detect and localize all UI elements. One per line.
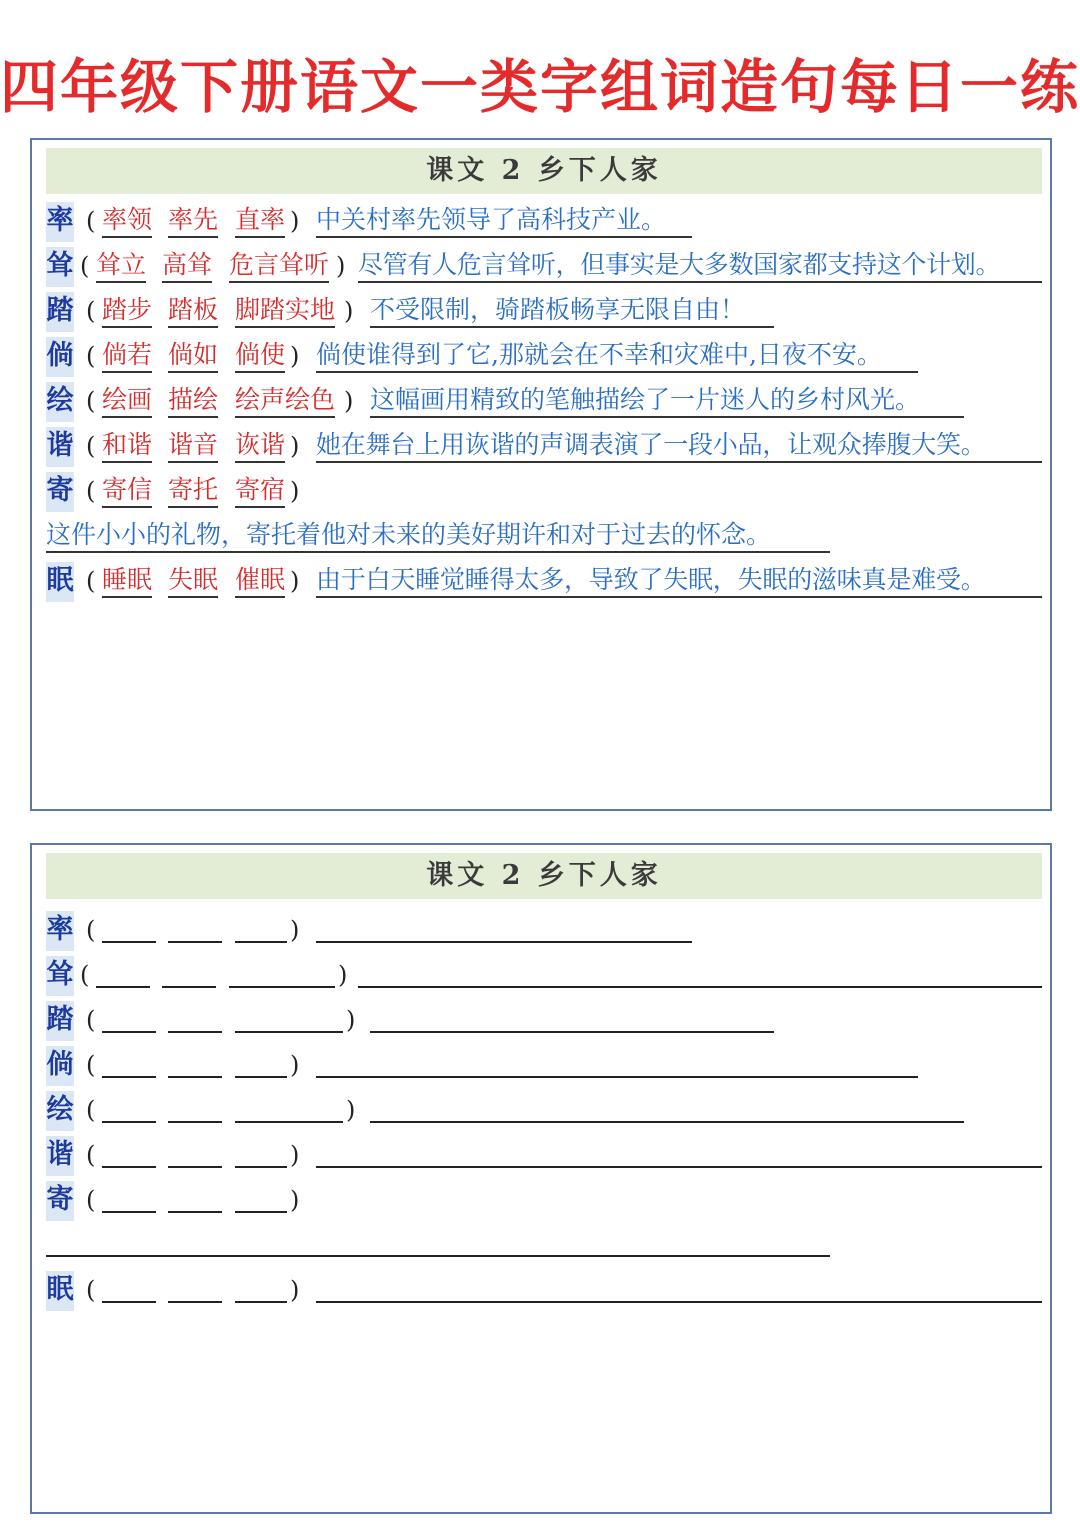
lesson-char: 谐 bbox=[46, 1136, 74, 1176]
open-paren: ( bbox=[86, 342, 96, 370]
answer-row bbox=[46, 337, 1042, 377]
open-paren: ( bbox=[86, 1141, 96, 1169]
word-2: 失眠 bbox=[168, 562, 218, 598]
word-3: 绘声绘色 bbox=[235, 382, 335, 418]
close-paren: ) bbox=[290, 1186, 300, 1214]
open-paren: ( bbox=[86, 207, 96, 235]
close-paren: ) bbox=[290, 567, 300, 595]
word-blank[interactable] bbox=[168, 1211, 222, 1213]
sentence: 由于白天睡觉睡得太多，导致了失眠，失眠的滋味真是难受。 bbox=[316, 562, 1042, 598]
sentence-blank[interactable] bbox=[358, 986, 1042, 988]
practice-row bbox=[46, 1136, 1042, 1176]
word-2: 率先 bbox=[168, 202, 218, 238]
word-blank[interactable] bbox=[168, 1121, 222, 1123]
sentence: 她在舞台上用诙谐的声调表演了一段小品，让观众捧腹大笑。 bbox=[316, 427, 1042, 463]
sentence-blank[interactable] bbox=[316, 1301, 1042, 1303]
word-blank[interactable] bbox=[229, 986, 335, 988]
word-blank[interactable] bbox=[235, 1121, 343, 1123]
open-paren: ( bbox=[86, 387, 96, 415]
answer-row bbox=[46, 562, 1042, 602]
open-paren: ( bbox=[86, 567, 96, 595]
word-1: 和谐 bbox=[102, 427, 152, 463]
answer-row-continued bbox=[46, 517, 1042, 557]
lesson-char: 寄 bbox=[46, 472, 74, 512]
open-paren: ( bbox=[86, 1006, 96, 1034]
word-2: 描绘 bbox=[168, 382, 218, 418]
answer-row bbox=[46, 382, 1042, 422]
close-paren: ) bbox=[290, 1276, 300, 1304]
word-blank[interactable] bbox=[235, 1211, 287, 1213]
word-3: 催眠 bbox=[235, 562, 285, 598]
word-3: 寄宿 bbox=[235, 472, 285, 508]
sentence: 尽管有人危言耸听，但事实是大多数国家都支持这个计划。 bbox=[358, 247, 1042, 283]
word-blank[interactable] bbox=[235, 941, 287, 943]
word-3: 诙谐 bbox=[235, 427, 285, 463]
lesson-header: 课文 2 乡下人家 bbox=[46, 148, 1042, 194]
close-paren: ) bbox=[290, 1141, 300, 1169]
word-3: 危言耸听 bbox=[229, 247, 329, 283]
word-blank[interactable] bbox=[102, 1076, 156, 1078]
lesson-char: 倘 bbox=[46, 337, 74, 377]
close-paren: ) bbox=[290, 916, 300, 944]
close-paren: ) bbox=[290, 1051, 300, 1079]
answer-row bbox=[46, 427, 1042, 467]
open-paren: ( bbox=[86, 916, 96, 944]
page-title: 四年级下册语文一类字组词造句每日一练 bbox=[0, 53, 1080, 121]
open-paren: ( bbox=[86, 477, 96, 505]
lesson-header: 课文 2 乡下人家 bbox=[46, 853, 1042, 899]
lesson-char: 率 bbox=[46, 202, 74, 242]
word-blank[interactable] bbox=[235, 1166, 287, 1168]
word-3: 倘使 bbox=[235, 337, 285, 373]
word-1: 寄信 bbox=[102, 472, 152, 508]
lesson-char: 寄 bbox=[46, 1181, 74, 1221]
answer-row bbox=[46, 292, 1042, 332]
open-paren: ( bbox=[86, 1186, 96, 1214]
lesson-char: 耸 bbox=[46, 956, 74, 996]
practice-row bbox=[46, 1001, 1042, 1041]
practice-row bbox=[46, 1046, 1042, 1086]
word-3: 直率 bbox=[235, 202, 285, 238]
close-paren: ) bbox=[290, 432, 300, 460]
close-paren: ) bbox=[344, 297, 354, 325]
close-paren: ) bbox=[290, 207, 300, 235]
answer-row bbox=[46, 247, 1042, 287]
word-1: 耸立 bbox=[96, 247, 146, 283]
sentence-blank[interactable] bbox=[316, 1166, 1042, 1168]
word-1: 倘若 bbox=[102, 337, 152, 373]
answer-row bbox=[46, 472, 1042, 512]
lesson-char: 谐 bbox=[46, 427, 74, 467]
word-2: 倘如 bbox=[168, 337, 218, 373]
word-blank[interactable] bbox=[235, 1076, 287, 1078]
word-blank[interactable] bbox=[102, 1166, 156, 1168]
open-paren: ( bbox=[86, 297, 96, 325]
word-1: 率领 bbox=[102, 202, 152, 238]
word-blank[interactable] bbox=[102, 941, 156, 943]
sentence-blank[interactable] bbox=[46, 1255, 830, 1257]
word-1: 睡眠 bbox=[102, 562, 152, 598]
word-blank[interactable] bbox=[235, 1031, 343, 1033]
close-paren: ) bbox=[346, 1096, 356, 1124]
lesson-char: 倘 bbox=[46, 1046, 74, 1086]
sentence: 倘使谁得到了它,那就会在不幸和灾难中,日夜不安。 bbox=[316, 337, 918, 373]
open-paren: ( bbox=[86, 1051, 96, 1079]
close-paren: ) bbox=[336, 252, 346, 280]
open-paren: ( bbox=[80, 252, 90, 280]
sentence: 中关村率先领导了高科技产业。 bbox=[316, 202, 692, 238]
word-1: 绘画 bbox=[102, 382, 152, 418]
word-blank[interactable] bbox=[96, 986, 150, 988]
lesson-char: 踏 bbox=[46, 1001, 74, 1041]
answer-row bbox=[46, 202, 1042, 242]
lesson-char: 眠 bbox=[46, 562, 74, 602]
answer-panel bbox=[30, 138, 1052, 811]
open-paren: ( bbox=[86, 1276, 96, 1304]
word-2: 寄托 bbox=[168, 472, 218, 508]
word-2: 高耸 bbox=[162, 247, 212, 283]
word-1: 踏步 bbox=[102, 292, 152, 328]
close-paren: ) bbox=[346, 1006, 356, 1034]
word-blank[interactable] bbox=[102, 1211, 156, 1213]
lesson-char: 耸 bbox=[46, 247, 74, 287]
practice-row bbox=[46, 1271, 1042, 1311]
sentence-blank[interactable] bbox=[316, 941, 692, 943]
lesson-char: 绘 bbox=[46, 1091, 74, 1131]
sentence-blank[interactable] bbox=[370, 1031, 774, 1033]
close-paren: ) bbox=[338, 961, 348, 989]
practice-row bbox=[46, 956, 1042, 996]
word-blank[interactable] bbox=[102, 1121, 156, 1123]
open-paren: ( bbox=[80, 961, 90, 989]
close-paren: ) bbox=[290, 477, 300, 505]
close-paren: ) bbox=[290, 342, 300, 370]
practice-row bbox=[46, 1091, 1042, 1131]
sentence: 这件小小的礼物，寄托着他对未来的美好期许和对于过去的怀念。 bbox=[46, 517, 830, 553]
sentence-blank[interactable] bbox=[316, 1076, 918, 1078]
sentence: 不受限制，骑踏板畅享无限自由！ bbox=[370, 292, 774, 328]
word-blank[interactable] bbox=[162, 986, 216, 988]
lesson-char: 眠 bbox=[46, 1271, 74, 1311]
sentence: 这幅画用精致的笔触描绘了一片迷人的乡村风光。 bbox=[370, 382, 964, 418]
lesson-char: 绘 bbox=[46, 382, 74, 422]
lesson-char: 踏 bbox=[46, 292, 74, 332]
word-3: 脚踏实地 bbox=[235, 292, 335, 328]
word-blank[interactable] bbox=[102, 1031, 156, 1033]
word-2: 踏板 bbox=[168, 292, 218, 328]
practice-panel bbox=[30, 843, 1052, 1514]
practice-row bbox=[46, 1181, 1042, 1221]
open-paren: ( bbox=[86, 1096, 96, 1124]
close-paren: ) bbox=[344, 387, 354, 415]
word-blank[interactable] bbox=[168, 1166, 222, 1168]
word-blank[interactable] bbox=[168, 1031, 222, 1033]
word-2: 谐音 bbox=[168, 427, 218, 463]
lesson-char: 率 bbox=[46, 911, 74, 951]
word-blank[interactable] bbox=[168, 941, 222, 943]
word-blank[interactable] bbox=[168, 1076, 222, 1078]
practice-row bbox=[46, 911, 1042, 951]
word-blank[interactable] bbox=[102, 1301, 156, 1303]
open-paren: ( bbox=[86, 432, 96, 460]
word-blank[interactable] bbox=[168, 1301, 222, 1303]
word-blank[interactable] bbox=[235, 1301, 287, 1303]
sentence-blank[interactable] bbox=[370, 1121, 964, 1123]
